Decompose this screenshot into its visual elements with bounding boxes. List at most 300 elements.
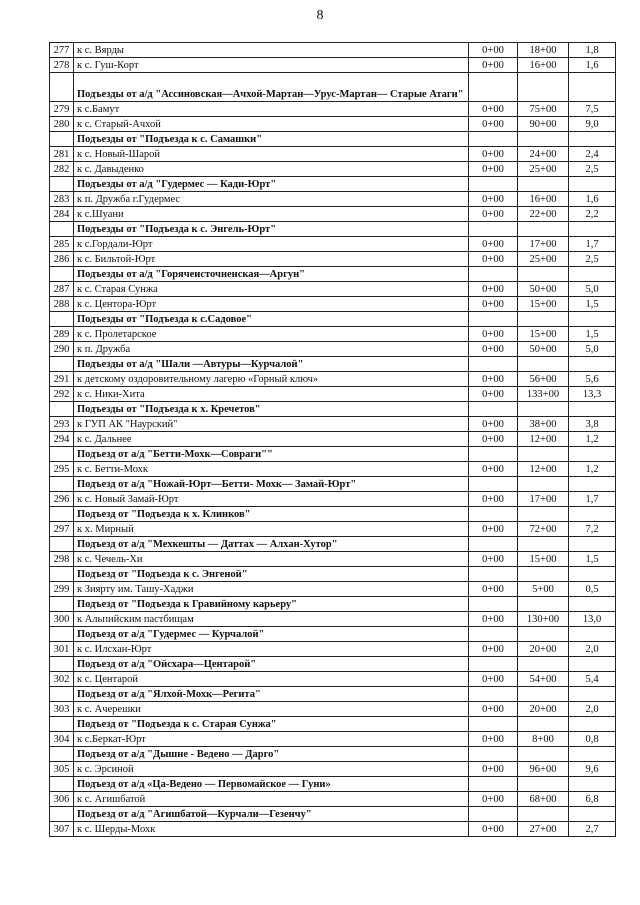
length-km: 2,0 xyxy=(569,642,616,657)
empty-cell xyxy=(518,477,569,492)
road-name: к с. Центарой xyxy=(74,672,469,687)
road-name: к с.Беркат-Юрт xyxy=(74,732,469,747)
section-header-row xyxy=(50,267,616,282)
row-number: 278 xyxy=(50,58,74,73)
section-header-row xyxy=(50,507,616,522)
row-number: 307 xyxy=(50,822,74,837)
start-km: 0+00 xyxy=(469,417,518,432)
end-km: 54+00 xyxy=(518,672,569,687)
length-km: 2,5 xyxy=(569,162,616,177)
empty-cell xyxy=(469,402,518,417)
end-km: 15+00 xyxy=(518,297,569,312)
empty-cell xyxy=(518,447,569,462)
empty-cell xyxy=(469,177,518,192)
row-number: 281 xyxy=(50,147,74,162)
empty-cell xyxy=(469,267,518,282)
end-km: 15+00 xyxy=(518,552,569,567)
empty-cell xyxy=(569,747,616,762)
end-km: 25+00 xyxy=(518,162,569,177)
start-km: 0+00 xyxy=(469,147,518,162)
empty-cell xyxy=(518,132,569,147)
end-km: 5+00 xyxy=(518,582,569,597)
section-header-row xyxy=(50,597,616,612)
table-row xyxy=(50,522,616,537)
empty-cell xyxy=(469,597,518,612)
row-number: 285 xyxy=(50,237,74,252)
road-name: к п. Дружба г.Гудермес xyxy=(74,192,469,207)
end-km: 130+00 xyxy=(518,612,569,627)
row-number: 286 xyxy=(50,252,74,267)
empty-cell xyxy=(50,657,74,672)
start-km: 0+00 xyxy=(469,822,518,837)
empty-cell xyxy=(469,627,518,642)
length-km: 2,5 xyxy=(569,252,616,267)
end-km: 133+00 xyxy=(518,387,569,402)
table-row xyxy=(50,207,616,222)
empty-cell xyxy=(569,222,616,237)
length-km: 0,5 xyxy=(569,582,616,597)
end-km: 17+00 xyxy=(518,492,569,507)
empty-cell xyxy=(469,807,518,822)
empty-cell xyxy=(518,507,569,522)
section-header-title: Подъезд от а/д "Мехкешты — Даттах — Алхан-Хутор" xyxy=(74,537,469,552)
section-header-row xyxy=(50,717,616,732)
length-km: 5,0 xyxy=(569,282,616,297)
road-name: к с. Ники-Хита xyxy=(74,387,469,402)
length-km: 7,5 xyxy=(569,102,616,117)
row-number: 303 xyxy=(50,702,74,717)
empty-cell xyxy=(469,73,518,102)
table-row xyxy=(50,387,616,402)
table-row xyxy=(50,327,616,342)
table-row xyxy=(50,282,616,297)
start-km: 0+00 xyxy=(469,207,518,222)
table-row xyxy=(50,58,616,73)
start-km: 0+00 xyxy=(469,492,518,507)
start-km: 0+00 xyxy=(469,327,518,342)
empty-cell xyxy=(50,402,74,417)
road-name: к с. Эрсиной xyxy=(74,762,469,777)
empty-cell xyxy=(469,657,518,672)
row-number: 300 xyxy=(50,612,74,627)
end-km: 20+00 xyxy=(518,642,569,657)
empty-cell xyxy=(50,447,74,462)
empty-cell xyxy=(518,807,569,822)
empty-cell xyxy=(469,357,518,372)
empty-cell xyxy=(50,537,74,552)
section-header-title: Подъезд от а/д "Бетти-Мохк—Совраги"" xyxy=(74,447,469,462)
section-header-row xyxy=(50,777,616,792)
road-name: к с. Илсхан-Юрт xyxy=(74,642,469,657)
length-km: 6,8 xyxy=(569,792,616,807)
end-km: 96+00 xyxy=(518,762,569,777)
section-header-title: Подъезд от "Подъезда к Гравийному карьеру" xyxy=(74,597,469,612)
table-row xyxy=(50,432,616,447)
length-km: 2,4 xyxy=(569,147,616,162)
empty-cell xyxy=(50,567,74,582)
start-km: 0+00 xyxy=(469,252,518,267)
empty-cell xyxy=(50,627,74,642)
start-km: 0+00 xyxy=(469,672,518,687)
length-km: 2,2 xyxy=(569,207,616,222)
empty-cell xyxy=(50,357,74,372)
section-header-row xyxy=(50,687,616,702)
section-header-title: Подъезд от "Подъезда к х. Клинков" xyxy=(74,507,469,522)
start-km: 0+00 xyxy=(469,372,518,387)
section-header-title: Подъезды от "Подъезда к с.Садовое" xyxy=(74,312,469,327)
row-number: 293 xyxy=(50,417,74,432)
empty-cell xyxy=(569,657,616,672)
road-name: к Зиярту им. Ташу-Хаджи xyxy=(74,582,469,597)
section-header-row xyxy=(50,132,616,147)
empty-cell xyxy=(518,747,569,762)
end-km: 72+00 xyxy=(518,522,569,537)
section-header-row xyxy=(50,402,616,417)
section-header-title: Подъезд от а/д "Ялхой-Мохк—Регита" xyxy=(74,687,469,702)
empty-cell xyxy=(518,267,569,282)
table-row xyxy=(50,147,616,162)
end-km: 18+00 xyxy=(518,43,569,58)
end-km: 12+00 xyxy=(518,462,569,477)
section-header-title: Подъезды от а/д "Шали —Автуры—Курчалой" xyxy=(74,357,469,372)
start-km: 0+00 xyxy=(469,522,518,537)
road-name: к с. Давыденко xyxy=(74,162,469,177)
row-number: 304 xyxy=(50,732,74,747)
length-km: 1,7 xyxy=(569,237,616,252)
empty-cell xyxy=(469,717,518,732)
row-number: 298 xyxy=(50,552,74,567)
road-name: к с. Дальнее xyxy=(74,432,469,447)
end-km: 25+00 xyxy=(518,252,569,267)
empty-cell xyxy=(50,477,74,492)
start-km: 0+00 xyxy=(469,102,518,117)
empty-cell xyxy=(518,312,569,327)
end-km: 17+00 xyxy=(518,237,569,252)
road-name: к с. Агишбатой xyxy=(74,792,469,807)
row-number: 277 xyxy=(50,43,74,58)
empty-cell xyxy=(469,747,518,762)
empty-cell xyxy=(469,222,518,237)
empty-cell xyxy=(569,267,616,282)
empty-cell xyxy=(50,807,74,822)
table-row xyxy=(50,822,616,837)
start-km: 0+00 xyxy=(469,297,518,312)
empty-cell xyxy=(569,357,616,372)
section-header-row xyxy=(50,747,616,762)
start-km: 0+00 xyxy=(469,732,518,747)
empty-cell xyxy=(50,222,74,237)
start-km: 0+00 xyxy=(469,462,518,477)
empty-cell xyxy=(518,687,569,702)
section-header-row xyxy=(50,222,616,237)
row-number: 282 xyxy=(50,162,74,177)
road-name: к с.Бамут xyxy=(74,102,469,117)
empty-cell xyxy=(569,627,616,642)
start-km: 0+00 xyxy=(469,552,518,567)
section-header-row xyxy=(50,312,616,327)
start-km: 0+00 xyxy=(469,792,518,807)
table-row xyxy=(50,417,616,432)
length-km: 9,0 xyxy=(569,117,616,132)
section-header-row xyxy=(50,447,616,462)
section-header-row xyxy=(50,657,616,672)
section-header-title: Подъезд от а/д "Агишбатой—Курчали—Гезенчу" xyxy=(74,807,469,822)
table-row xyxy=(50,582,616,597)
section-header-row xyxy=(50,627,616,642)
section-header-row xyxy=(50,73,616,102)
end-km: 75+00 xyxy=(518,102,569,117)
empty-cell xyxy=(50,267,74,282)
road-name: к с. Шерды-Мохк xyxy=(74,822,469,837)
row-number: 305 xyxy=(50,762,74,777)
length-km: 5,6 xyxy=(569,372,616,387)
length-km: 1,5 xyxy=(569,297,616,312)
empty-cell xyxy=(569,507,616,522)
table-row xyxy=(50,552,616,567)
end-km: 16+00 xyxy=(518,192,569,207)
empty-cell xyxy=(569,777,616,792)
empty-cell xyxy=(518,627,569,642)
length-km: 1,6 xyxy=(569,192,616,207)
road-name: к п. Дружба xyxy=(74,342,469,357)
end-km: 15+00 xyxy=(518,327,569,342)
empty-cell xyxy=(50,717,74,732)
empty-cell xyxy=(50,507,74,522)
end-km: 27+00 xyxy=(518,822,569,837)
empty-cell xyxy=(518,717,569,732)
end-km: 22+00 xyxy=(518,207,569,222)
table-row xyxy=(50,672,616,687)
start-km: 0+00 xyxy=(469,117,518,132)
section-header-row xyxy=(50,477,616,492)
empty-cell xyxy=(518,222,569,237)
empty-cell xyxy=(469,507,518,522)
roads-table xyxy=(49,42,616,837)
row-number: 280 xyxy=(50,117,74,132)
row-number: 297 xyxy=(50,522,74,537)
length-km: 5,0 xyxy=(569,342,616,357)
empty-cell xyxy=(50,747,74,762)
row-number: 299 xyxy=(50,582,74,597)
empty-cell xyxy=(518,357,569,372)
table-row xyxy=(50,492,616,507)
start-km: 0+00 xyxy=(469,582,518,597)
row-number: 279 xyxy=(50,102,74,117)
table-row xyxy=(50,102,616,117)
empty-cell xyxy=(569,73,616,102)
empty-cell xyxy=(518,777,569,792)
road-name: к с. Старый-Ачхой xyxy=(74,117,469,132)
length-km: 13,3 xyxy=(569,387,616,402)
length-km: 0,8 xyxy=(569,732,616,747)
road-name: к с. Новый Замай-Юрт xyxy=(74,492,469,507)
empty-cell xyxy=(518,537,569,552)
row-number: 288 xyxy=(50,297,74,312)
road-name: к с. Бильтой-Юрт xyxy=(74,252,469,267)
start-km: 0+00 xyxy=(469,702,518,717)
road-name: к с.Шуани xyxy=(74,207,469,222)
table-row xyxy=(50,297,616,312)
empty-cell xyxy=(469,447,518,462)
row-number: 302 xyxy=(50,672,74,687)
empty-cell xyxy=(569,132,616,147)
length-km: 1,7 xyxy=(569,492,616,507)
empty-cell xyxy=(50,73,74,102)
section-header-title: Подъезды от а/д "Гудермес — Кади-Юрт" xyxy=(74,177,469,192)
page-number: 8 xyxy=(316,8,324,23)
section-header-title: Подъезд от а/д "Ножай-Юрт—Бетти- Мохк— Замай-Юрт" xyxy=(74,477,469,492)
start-km: 0+00 xyxy=(469,612,518,627)
road-name: к с. Ачерешки xyxy=(74,702,469,717)
length-km: 1,2 xyxy=(569,462,616,477)
row-number: 292 xyxy=(50,387,74,402)
length-km: 3,8 xyxy=(569,417,616,432)
section-header-title: Подъезды от а/д "Ассиновская—Ачхой-Мартан—Урус-Мартан— Старые Атаги" xyxy=(74,73,469,102)
empty-cell xyxy=(569,312,616,327)
row-number: 301 xyxy=(50,642,74,657)
empty-cell xyxy=(469,312,518,327)
end-km: 68+00 xyxy=(518,792,569,807)
row-number: 296 xyxy=(50,492,74,507)
section-header-row xyxy=(50,177,616,192)
section-header-row xyxy=(50,567,616,582)
start-km: 0+00 xyxy=(469,642,518,657)
end-km: 24+00 xyxy=(518,147,569,162)
table-row xyxy=(50,43,616,58)
table-row xyxy=(50,192,616,207)
empty-cell xyxy=(569,402,616,417)
length-km: 1,5 xyxy=(569,327,616,342)
end-km: 8+00 xyxy=(518,732,569,747)
length-km: 1,5 xyxy=(569,552,616,567)
table-row xyxy=(50,612,616,627)
empty-cell xyxy=(50,177,74,192)
empty-cell xyxy=(518,567,569,582)
section-header-row xyxy=(50,807,616,822)
length-km: 13,0 xyxy=(569,612,616,627)
row-number: 306 xyxy=(50,792,74,807)
empty-cell xyxy=(569,537,616,552)
road-name: к с. Новый-Шарой xyxy=(74,147,469,162)
empty-cell xyxy=(50,132,74,147)
empty-cell xyxy=(469,132,518,147)
table-row xyxy=(50,792,616,807)
road-name: к с. Центора-Юрт xyxy=(74,297,469,312)
row-number: 294 xyxy=(50,432,74,447)
row-number: 284 xyxy=(50,207,74,222)
length-km: 2,7 xyxy=(569,822,616,837)
empty-cell xyxy=(569,597,616,612)
length-km: 7,2 xyxy=(569,522,616,537)
length-km: 1,6 xyxy=(569,58,616,73)
road-name: к с. Пролетарское xyxy=(74,327,469,342)
section-header-title: Подъезд от "Подъезда к с. Старая Сунжа" xyxy=(74,717,469,732)
empty-cell xyxy=(518,597,569,612)
empty-cell xyxy=(518,73,569,102)
empty-cell xyxy=(569,567,616,582)
length-km: 2,0 xyxy=(569,702,616,717)
end-km: 16+00 xyxy=(518,58,569,73)
table-row xyxy=(50,117,616,132)
section-header-title: Подъезды от "Подъезда к с. Самашки" xyxy=(74,132,469,147)
table-row xyxy=(50,252,616,267)
start-km: 0+00 xyxy=(469,387,518,402)
end-km: 56+00 xyxy=(518,372,569,387)
empty-cell xyxy=(469,567,518,582)
start-km: 0+00 xyxy=(469,192,518,207)
section-header-title: Подъезды от "Подъезда к с. Энгель-Юрт" xyxy=(74,222,469,237)
end-km: 38+00 xyxy=(518,417,569,432)
empty-cell xyxy=(518,657,569,672)
table-row xyxy=(50,237,616,252)
table-row xyxy=(50,162,616,177)
end-km: 50+00 xyxy=(518,342,569,357)
section-header-title: Подъезд от а/д "Дышне - Ведено — Дарго" xyxy=(74,747,469,762)
road-name: к Альпийским пастбищам xyxy=(74,612,469,627)
section-header-title: Подъезды от а/д "Горячеисточненская—Аргун" xyxy=(74,267,469,282)
table-row xyxy=(50,462,616,477)
row-number: 291 xyxy=(50,372,74,387)
table-row xyxy=(50,732,616,747)
length-km: 5,4 xyxy=(569,672,616,687)
table-row xyxy=(50,372,616,387)
road-name: к детскому оздоровительному лагерю «Горный ключ» xyxy=(74,372,469,387)
end-km: 20+00 xyxy=(518,702,569,717)
length-km: 1,8 xyxy=(569,43,616,58)
road-name: к с. Бетти-Мохк xyxy=(74,462,469,477)
table-row xyxy=(50,342,616,357)
empty-cell xyxy=(569,477,616,492)
section-header-row xyxy=(50,537,616,552)
section-header-title: Подъезд от "Подъезда к с. Энгеной" xyxy=(74,567,469,582)
end-km: 12+00 xyxy=(518,432,569,447)
empty-cell xyxy=(50,687,74,702)
empty-cell xyxy=(518,177,569,192)
empty-cell xyxy=(569,717,616,732)
empty-cell xyxy=(50,777,74,792)
table-row xyxy=(50,762,616,777)
empty-cell xyxy=(569,807,616,822)
start-km: 0+00 xyxy=(469,58,518,73)
end-km: 90+00 xyxy=(518,117,569,132)
empty-cell xyxy=(50,312,74,327)
start-km: 0+00 xyxy=(469,432,518,447)
length-km: 1,2 xyxy=(569,432,616,447)
length-km: 9,6 xyxy=(569,762,616,777)
row-number: 287 xyxy=(50,282,74,297)
start-km: 0+00 xyxy=(469,342,518,357)
row-number: 290 xyxy=(50,342,74,357)
start-km: 0+00 xyxy=(469,762,518,777)
start-km: 0+00 xyxy=(469,237,518,252)
road-name: к х. Мирный xyxy=(74,522,469,537)
empty-cell xyxy=(569,177,616,192)
empty-cell xyxy=(569,447,616,462)
section-header-title: Подъезд от а/д "Ойсхара—Центарой" xyxy=(74,657,469,672)
section-header-title: Подъезд от а/д «Ца-Ведено — Первомайское — Гуни» xyxy=(74,777,469,792)
section-header-title: Подъезд от а/д "Гудермес — Курчалой" xyxy=(74,627,469,642)
empty-cell xyxy=(50,597,74,612)
section-header-row xyxy=(50,357,616,372)
road-name: к с. Чечель-Хи xyxy=(74,552,469,567)
empty-cell xyxy=(469,537,518,552)
road-name: к с. Вярды xyxy=(74,43,469,58)
row-number: 289 xyxy=(50,327,74,342)
row-number: 283 xyxy=(50,192,74,207)
empty-cell xyxy=(518,402,569,417)
empty-cell xyxy=(569,687,616,702)
road-name: к с. Старая Сунжа xyxy=(74,282,469,297)
